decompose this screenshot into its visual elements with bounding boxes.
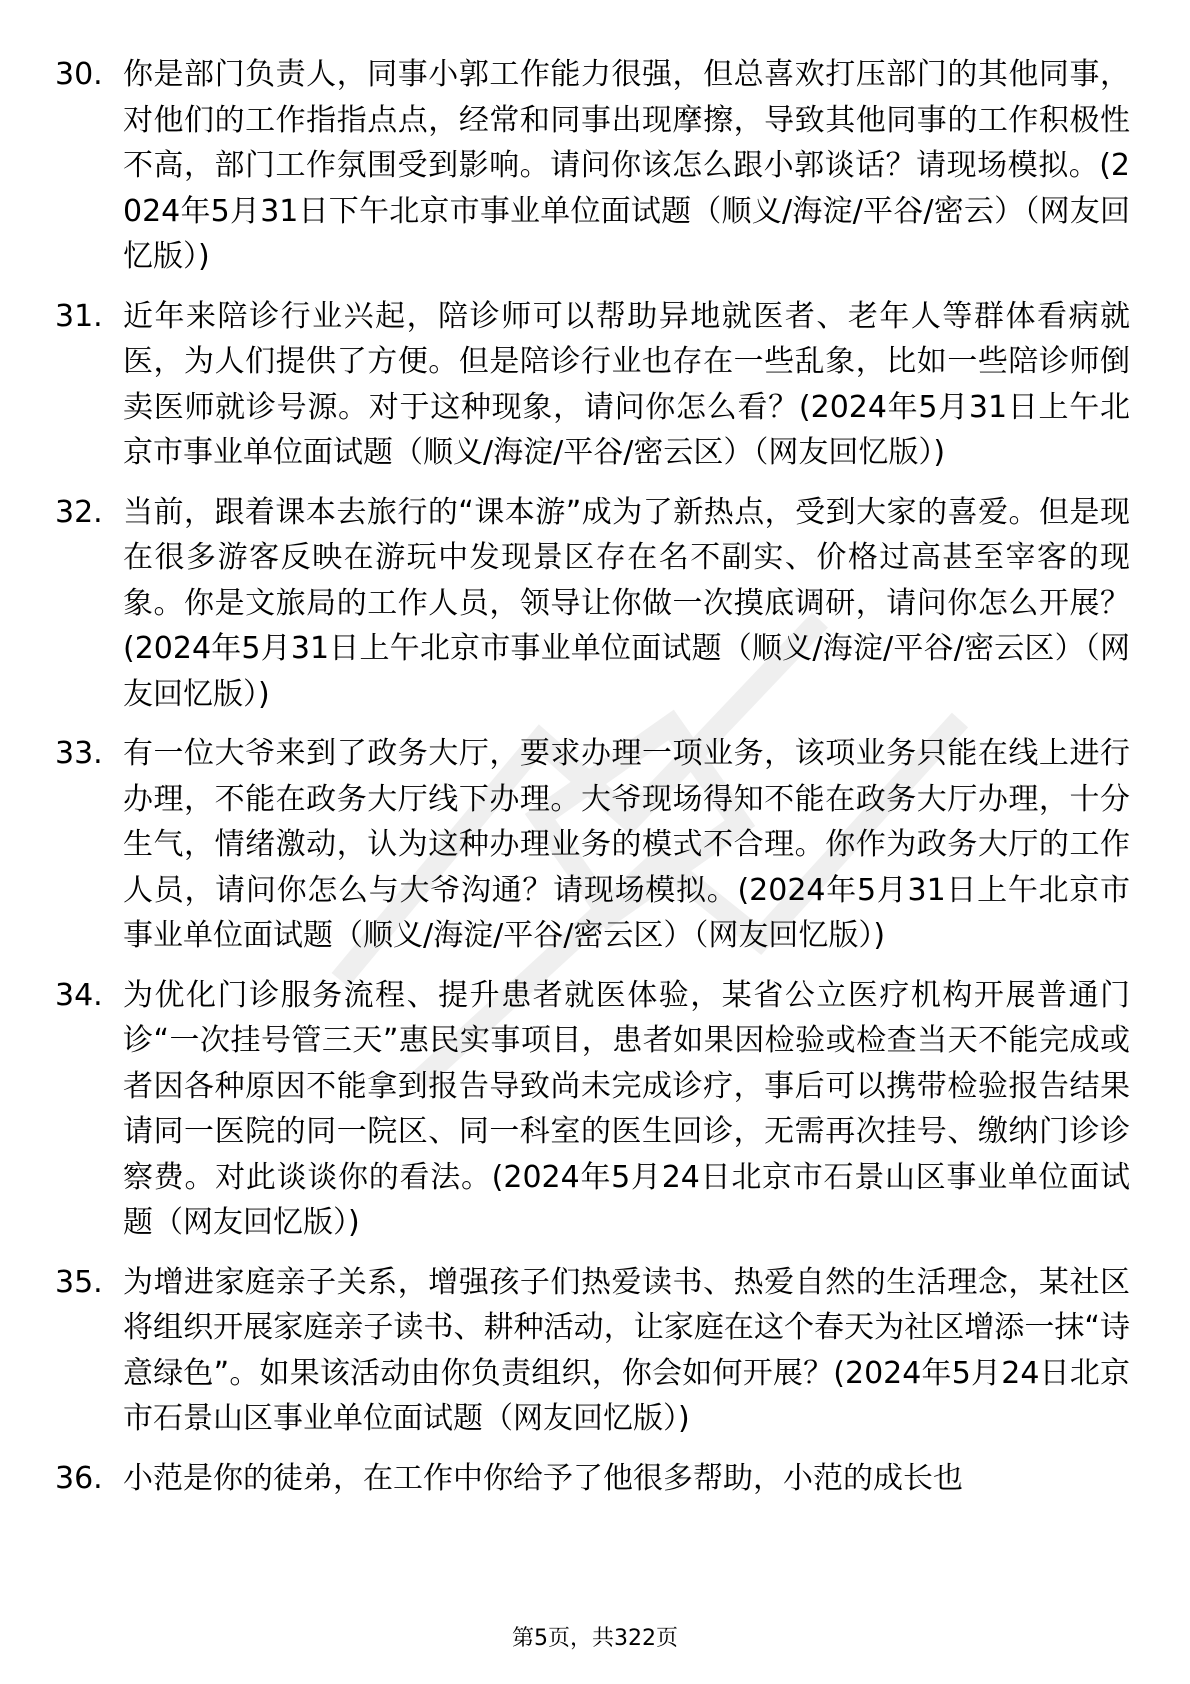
question-item xyxy=(55,1260,1130,1442)
question-text: 你是部门负责人，同事小郭工作能力很强，但总喜欢打压部门的其他同事，对他们的工作指指点点，经常和同事出现摩擦，导致其他同事的工作积极性不高，部门工作氛围受到影响。请问你该怎么跟小郭谈话？请现场模拟。(2024年5月31日下午北京市事业单位面试题（顺义/海淀/平谷/密云）（网友回忆版）) xyxy=(123,57,1130,274)
question-list xyxy=(55,52,1130,1515)
question-item xyxy=(55,973,1130,1246)
question-number: 33. xyxy=(55,736,103,771)
question-number: 35. xyxy=(55,1264,103,1300)
question-text: 为增进家庭亲子关系，增强孩子们热爱读书、热爱自然的生活理念，某社区将组织开展家庭亲子读书、耕种活动，让家庭在这个春天为社区增添一抹“诗意绿色”。如果该活动由你负责组织，你会如何开展？(2024年5月24日北京市石景山区事业单位面试题（网友回忆版）) xyxy=(123,1264,1130,1436)
question-item xyxy=(55,490,1130,718)
question-text: 当前，跟着课本去旅行的“课本游”成为了新热点，受到大家的喜爱。但是现在很多游客反映在游玩中发现景区存在名不副实、价格过高甚至宰客的现象。你是文旅局的工作人员，领导让你做一次摸底调研，请问你怎么开展？(2024年5月31日上午北京市事业单位面试题（顺义/海淀/平谷/密云区）（网友回忆版）) xyxy=(123,494,1130,712)
question-text: 小范是你的徒弟，在工作中你给予了他很多帮助，小范的成长也 xyxy=(123,1460,963,1496)
question-number: 30. xyxy=(55,57,103,92)
question-number: 34. xyxy=(55,977,103,1013)
question-item xyxy=(55,731,1130,959)
page-footer: 第5页，共322页 xyxy=(512,1626,678,1651)
question-text: 为优化门诊服务流程、提升患者就医体验，某省公立医疗机构开展普通门诊“一次挂号管三天”惠民实事项目，患者如果因检验或检查当天不能完成或者因各种原因不能拿到报告导致尚未完成诊疗，事后可以携带检验报告结果请同一医院的同一院区、同一科室的医生回诊，无需再次挂号、缴纳门诊诊察费。对此谈谈你的看法。(2024年5月24日北京市石景山区事业单位面试题（网友回忆版）) xyxy=(123,977,1130,1240)
question-item xyxy=(55,294,1130,476)
question-number: 31. xyxy=(55,298,103,334)
question-item xyxy=(55,52,1130,280)
question-text: 近年来陪诊行业兴起，陪诊师可以帮助异地就医者、老年人等群体看病就医，为人们提供了方便。但是陪诊行业也存在一些乱象，比如一些陪诊师倒卖医师就诊号源。对于这种现象，请问你怎么看？(2024年5月31日上午北京市事业单位面试题（顺义/海淀/平谷/密云区）（网友回忆版）) xyxy=(123,298,1130,470)
question-text: 有一位大爷来到了政务大厅，要求办理一项业务，该项业务只能在线上进行办理，不能在政务大厅线下办理。大爷现场得知不能在政务大厅办理，十分生气，情绪激动，认为这种办理业务的模式不合理。你作为政务大厅的工作人员，请问你怎么与大爷沟通？请现场模拟。(2024年5月31日上午北京市事业单位面试题（顺义/海淀/平谷/密云区）（网友回忆版）) xyxy=(123,736,1130,953)
question-item xyxy=(55,1456,1130,1502)
question-number: 32. xyxy=(55,494,103,530)
question-number: 36. xyxy=(55,1460,103,1496)
